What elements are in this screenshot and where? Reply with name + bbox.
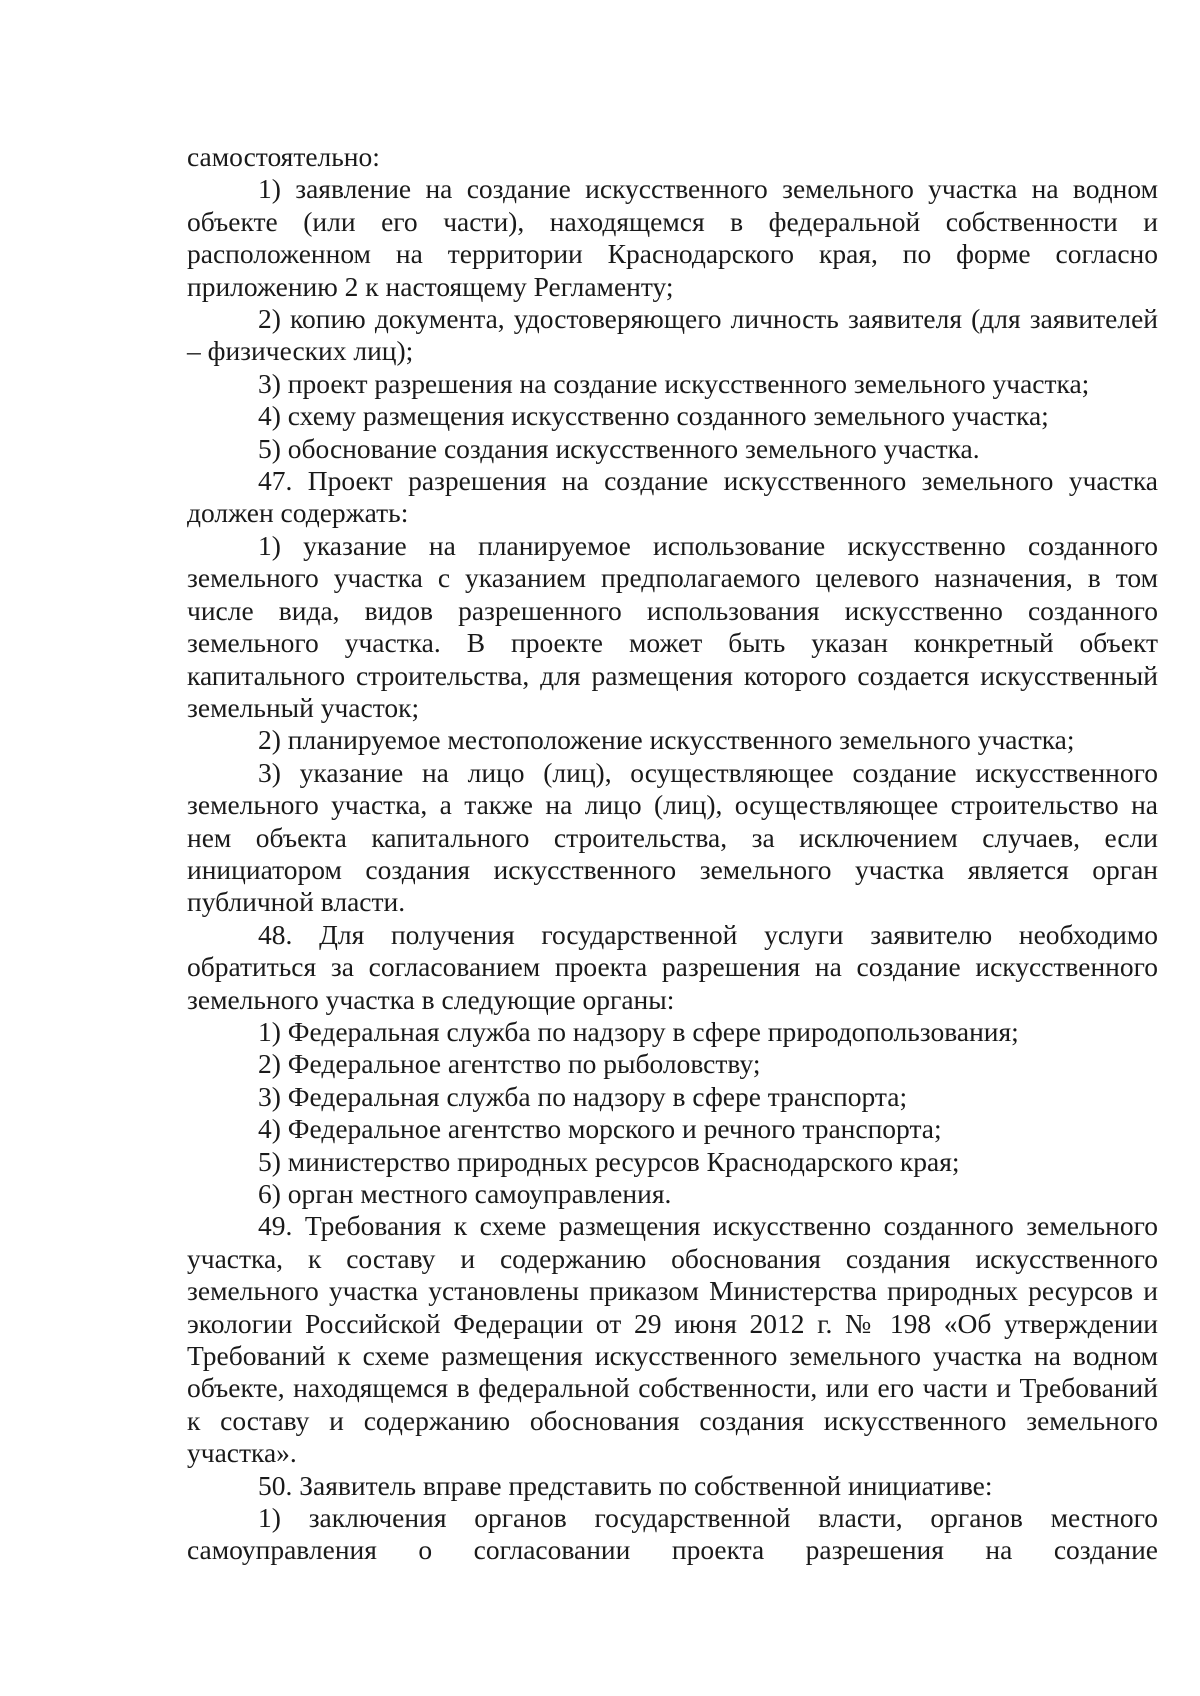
paragraph: 48. Для получения государственной услуги заявителю необходимо обратиться за согласованием проекта разрешения на создание искусственного земельного участка в следующие органы: (187, 918, 1158, 1015)
document-body (187, 141, 1158, 1567)
paragraph: 50. Заявитель вправе представить по собственной инициативе: (258, 1469, 993, 1501)
paragraph: 6) орган местного самоуправления. (258, 1178, 672, 1209)
paragraph: 4) Федеральное агентство морского и речного транспорта; (258, 1113, 942, 1145)
paragraph: 4) схему размещения искусственно созданного земельного участка; (258, 400, 1049, 432)
paragraph: 3) проект разрешения на создание искусственного земельного участка; (258, 367, 1090, 399)
paragraph: 3) указание на лицо (лиц), осуществляющее создание искусственного земельного участка, а также на лицо (лиц), осуществляющее строительство на нем объекта капитального строительства, за исключением случаев, если инициатором создания искусственного земельного участка является орган публичной власти. (187, 756, 1158, 918)
paragraph: 1) заключения органов государственной власти, органов местного самоуправления о согласовании проекта разрешения на создание (187, 1502, 1158, 1566)
paragraph: 1) заявление на создание искусственного земельного участка на водном объекте (или его части), находящемся в федеральной собственности и расположенном на территории Краснодарского края, по форме согласно приложению 2 к настоящему Регламенту; (187, 173, 1158, 302)
paragraph: 2) Федеральное агентство по рыболовству; (258, 1048, 761, 1080)
paragraph: 2) копию документа, удостоверяющего личность заявителя (для заявителей – физических лиц); (187, 303, 1158, 367)
paragraph: 5) обоснование создания искусственного земельного участка. (258, 432, 980, 464)
paragraph: 47. Проект разрешения на создание искусственного земельного участка должен содержать: (187, 465, 1158, 529)
paragraph: 49. Требования к схеме размещения искусственно созданного земельного участка, к составу и содержанию обоснования создания искусственного земельного участка установлены приказом Министерства природных ресурсов и экологии Российской Федерации от 29 июня 2012 г. № 198 «Об утверждении Требований к схеме размещения искусственного земельного участка на водном объекте, находящемся в федеральной собственности, или его части и Требований к составу и содержанию обоснования создания искусственного земельного участка». (187, 1210, 1158, 1469)
paragraph: 1) Федеральная служба по надзору в сфере природопользования; (258, 1015, 1019, 1047)
paragraph: 5) министерство природных ресурсов Краснодарского края; (258, 1145, 960, 1177)
paragraph: 3) Федеральная служба по надзору в сфере транспорта; (258, 1080, 908, 1112)
paragraph: 2) планируемое местоположение искусственного земельного участка; (258, 724, 1075, 756)
paragraph: 1) указание на планируемое использование искусственно созданного земельного участка с указанием предполагаемого целевого назначения, в том числе вида, видов разрешенного использования искусственно созданного земельного участка. В проекте может быть указан конкретный объект капитального строительства, для размещения которого создается искусственный земельный участок; (187, 529, 1158, 723)
paragraph: самостоятельно: (187, 141, 380, 172)
